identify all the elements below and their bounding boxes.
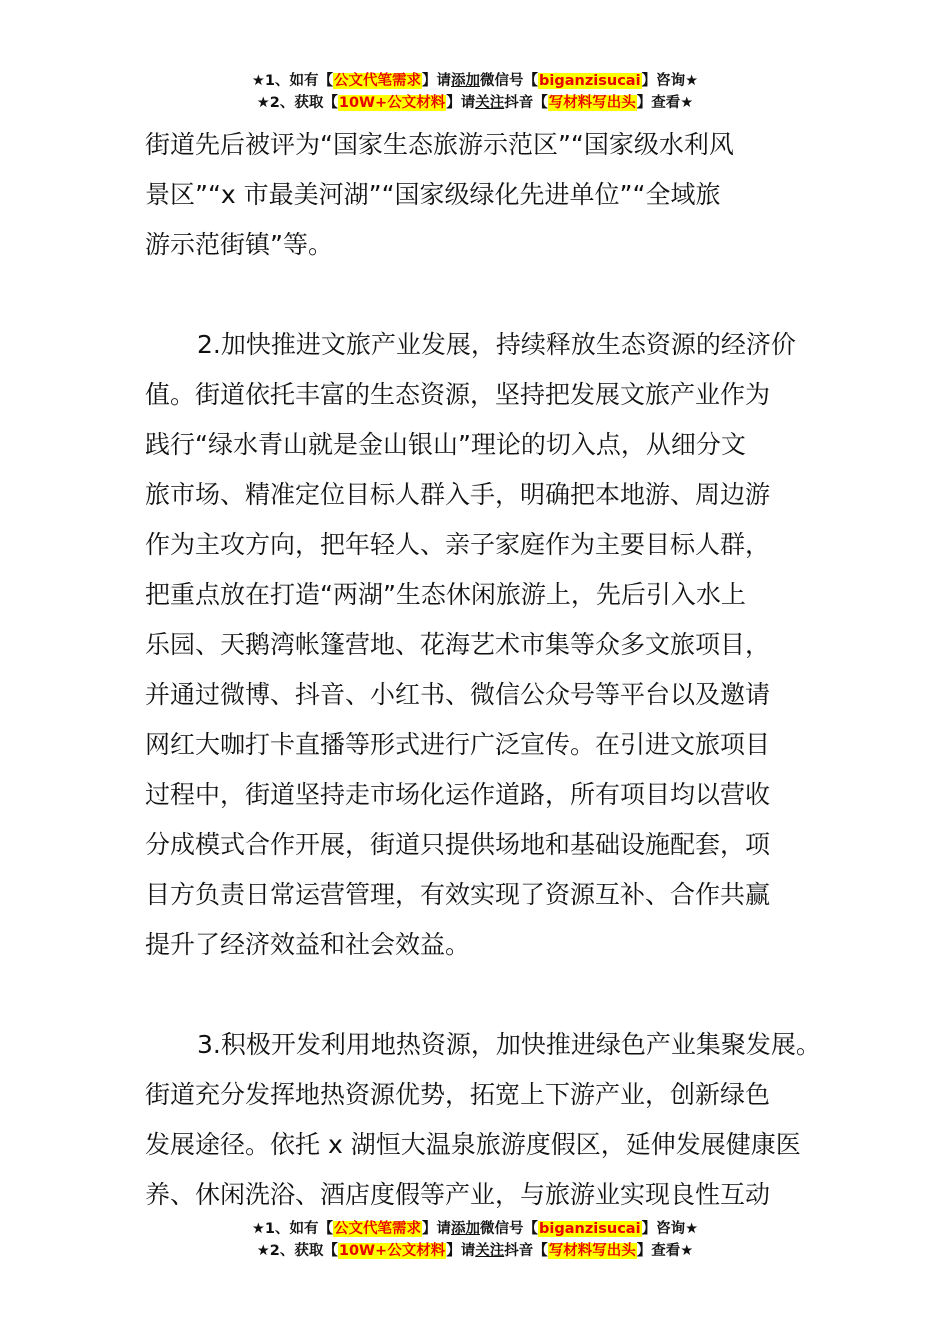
paragraph-gap: [145, 970, 815, 1020]
banner-text: 微信号【: [480, 73, 539, 89]
text-line: 分成模式合作开展，街道只提供场地和基础设施配套，项: [145, 830, 771, 859]
banner-line-2: [0, 1240, 950, 1262]
banner-text: 】请: [446, 1243, 476, 1259]
banner-emphasis: 关注: [475, 95, 505, 111]
highlight-tag: 写材料写出头: [548, 95, 636, 111]
banner-text: 】请: [422, 73, 452, 89]
text-line: 2.加快推进文旅产业发展，持续释放生态资源的经济价: [197, 330, 796, 359]
text-line: 目方负责日常运营管理，有效实现了资源互补、合作共赢: [145, 880, 771, 909]
text-line: 践行“绿水青山就是金山银山”理论的切入点，从细分文: [145, 430, 746, 459]
text-line: 街道先后被评为“国家生态旅游示范区”“国家级水利风: [145, 130, 734, 159]
text-line: 值。街道依托丰富的生态资源，坚持把发展文旅产业作为: [145, 380, 771, 409]
banner-emphasis: 关注: [475, 1243, 505, 1259]
text-line: 乐园、天鹅湾帐篷营地、花海艺术市集等众多文旅项目，: [145, 630, 771, 659]
highlight-tag: 10W+公文材料: [338, 95, 446, 111]
highlight-tag: 公文代笔需求: [334, 1221, 422, 1237]
paragraph-gap: [145, 270, 815, 320]
banner-text: 抖音【: [504, 95, 548, 111]
banner-text: 】查看★: [636, 95, 694, 111]
highlight-tag: 写材料写出头: [548, 1243, 636, 1259]
banner-line-2: [0, 92, 950, 114]
banner-text: ★2、获取【: [256, 1243, 338, 1259]
banner-line-1: [0, 70, 950, 92]
highlight-tag: biganzisucai: [539, 73, 641, 89]
banner-text: 抖音【: [504, 1243, 548, 1259]
paragraph-3: [145, 1020, 821, 1220]
banner-text: 】请: [422, 1221, 452, 1237]
text-line: 养、休闲洗浴、酒店度假等产业，与旅游业实现良性互动: [145, 1180, 771, 1209]
text-line: 景区”“x 市最美河湖”“国家级绿化先进单位”“全域旅: [145, 180, 721, 209]
text-line: 旅市场、精准定位目标人群入手，明确把本地游、周边游: [145, 480, 771, 509]
banner-text: 】咨询★: [641, 73, 699, 89]
paragraph-1: [145, 120, 815, 270]
text-line: 3.积极开发利用地热资源，加快推进绿色产业集聚发展。: [197, 1030, 821, 1059]
footer-banner: [0, 1218, 950, 1262]
paragraph-2: [145, 320, 815, 970]
text-line: 把重点放在打造“两湖”生态休闲旅游上，先后引入水上: [145, 580, 746, 609]
highlight-tag: biganzisucai: [539, 1221, 641, 1237]
banner-text: ★2、获取【: [256, 95, 338, 111]
text-line: 作为主攻方向，把年轻人、亲子家庭作为主要目标人群，: [145, 530, 771, 559]
document-body: [145, 120, 821, 1220]
highlight-tag: 10W+公文材料: [338, 1243, 446, 1259]
text-line: 网红大咖打卡直播等形式进行广泛宣传。在引进文旅项目: [145, 730, 771, 759]
header-banner: [0, 70, 950, 114]
banner-emphasis: 添加: [451, 1221, 481, 1237]
banner-text: 】咨询★: [641, 1221, 699, 1237]
banner-text: 】请: [446, 95, 476, 111]
banner-line-1: [0, 1218, 950, 1240]
text-line: 并通过微博、抖音、小红书、微信公众号等平台以及邀请: [145, 680, 771, 709]
highlight-tag: 公文代笔需求: [334, 73, 422, 89]
text-line: 游示范街镇”等。: [145, 230, 333, 259]
banner-text: 】查看★: [636, 1243, 694, 1259]
text-line: 过程中，街道坚持走市场化运作道路，所有项目均以营收: [145, 780, 771, 809]
banner-emphasis: 添加: [451, 73, 481, 89]
text-line: 发展途径。依托 x 湖恒大温泉旅游度假区，延伸发展健康医: [145, 1130, 801, 1159]
text-line: 提升了经济效益和社会效益。: [145, 930, 471, 959]
banner-text: ★1、如有【: [251, 1221, 334, 1237]
banner-text: ★1、如有【: [251, 73, 334, 89]
text-line: 街道充分发挥地热资源优势，拓宽上下游产业，创新绿色: [145, 1080, 771, 1109]
banner-text: 微信号【: [480, 1221, 539, 1237]
